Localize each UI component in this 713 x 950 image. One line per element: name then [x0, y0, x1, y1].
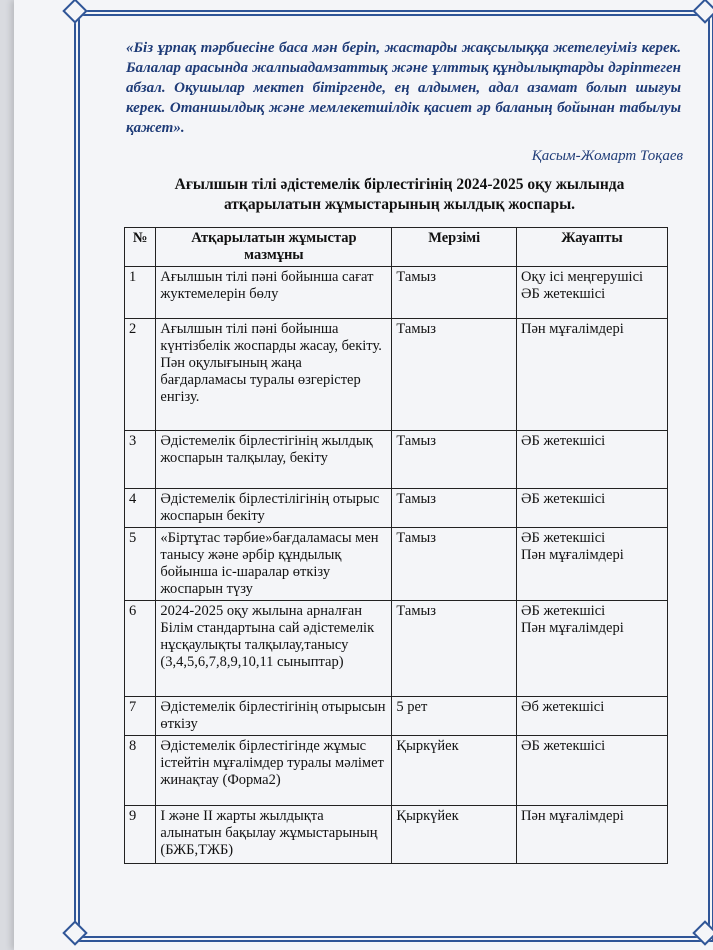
cell-num: 2: [125, 319, 156, 431]
quote-author: Қасым-Жомарт Тоқаев: [531, 148, 683, 164]
cell-task: 2024-2025 оқу жылына арналған Білім стандартына сай әдістемелік нұсқаулықты талқылау,танысу (3,4,5,6,7,8,9,10,11 сыныптар): [156, 601, 392, 697]
table-row: [125, 431, 668, 489]
cell-term: Тамыз: [392, 489, 517, 528]
responsible-person: ӘБ жетекшісі: [521, 491, 606, 507]
title-line-2: атқарылатын жұмыстарының жылдық жоспары.: [223, 196, 576, 213]
work-plan-table: [124, 227, 668, 864]
cell-num: 8: [125, 736, 156, 806]
header-term: Мерзімі: [392, 228, 517, 267]
cell-num: 9: [125, 806, 156, 864]
responsible-person: ӘБ жетекшісі: [521, 530, 606, 546]
title-line-1: Ағылшын тілі әдістемелік бірлестігінің 2024-2025 оқу жылында: [174, 176, 625, 193]
cell-task: Әдістемелік бірлестігінде жұмыс істейтін мұғалімдер туралы мәлімет жинақтау (Форма2): [156, 736, 392, 806]
responsible-person: Әб жетекшісі: [521, 699, 605, 715]
cell-term: Қыркүйек: [392, 736, 517, 806]
table-row: [125, 697, 668, 736]
responsible-person: ӘБ жетекшісі: [521, 738, 606, 754]
cell-task: Әдістемелік бірлестігінің жылдық жоспарын талқылау, бекіту: [156, 431, 392, 489]
cell-term: Қыркүйек: [392, 806, 517, 864]
table-row: [125, 601, 668, 697]
responsible-person: Пән мұғалімдері: [521, 547, 624, 563]
header-task: Атқарылатын жұмыстар мазмұны: [156, 228, 392, 267]
table-row: [125, 736, 668, 806]
table-row: [125, 267, 668, 319]
cell-task: Әдістемелік бірлестілігінің отырыс жоспарын бекіту: [156, 489, 392, 528]
cell-task: І және ІІ жарты жылдықта алынатын бақылау жұмыстарының (БЖБ,ТЖБ): [156, 806, 392, 864]
cell-num: 6: [125, 601, 156, 697]
document-content: [112, 38, 687, 864]
cell-resp: [517, 431, 668, 489]
cell-term: 5 рет: [392, 697, 517, 736]
responsible-person: Пән мұғалімдері: [521, 321, 624, 337]
cell-resp: [517, 601, 668, 697]
cell-term: Тамыз: [392, 319, 517, 431]
cell-term: Тамыз: [392, 601, 517, 697]
cell-task: Ағылшын тілі пәні бойынша сағат жуктемелерін бөлу: [156, 267, 392, 319]
cell-num: 3: [125, 431, 156, 489]
cell-resp: [517, 489, 668, 528]
responsible-person: Оқу ісі меңгерушісі: [521, 269, 644, 285]
cell-term: Тамыз: [392, 267, 517, 319]
responsible-person: Пән мұғалімдері: [521, 620, 624, 636]
cell-num: 1: [125, 267, 156, 319]
header-resp: Жауапты: [517, 228, 668, 267]
document-title: [112, 175, 687, 215]
responsible-person: ӘБ жетекшісі: [521, 603, 606, 619]
header-num: №: [125, 228, 156, 267]
cell-resp: [517, 528, 668, 601]
table-row: [125, 806, 668, 864]
table-header-row: [125, 228, 668, 267]
cell-resp: [517, 736, 668, 806]
responsible-person: ӘБ жетекшісі: [521, 433, 606, 449]
cell-resp: [517, 267, 668, 319]
cell-resp: [517, 806, 668, 864]
cell-task: Ағылшын тілі пәні бойынша күнтізбелік жоспарды жасау, бекіту. Пән оқулығының жаңа бағдарламасы туралы өзгерістер енгізу.: [156, 319, 392, 431]
cell-resp: [517, 697, 668, 736]
cell-term: Тамыз: [392, 431, 517, 489]
cell-num: 4: [125, 489, 156, 528]
cell-num: 7: [125, 697, 156, 736]
cell-resp: [517, 319, 668, 431]
cell-num: 5: [125, 528, 156, 601]
table-row: [125, 528, 668, 601]
president-quote: «Біз ұрпақ тәрбиесіне баса мән беріп, жастарды жақсылыққа жетелеуіміз керек. Балалар арасында жалпыадамзаттық және ұлттық құндылықтарды дәріптеген абзал. Оқушылар мектеп бітіргенде, ең алдымен, адал азамат болып шығуы керек. Отаншылдық және мемлекетшілдік қасиет әр баланың бойынан табылуы қажет».: [126, 40, 681, 136]
table-row: [125, 319, 668, 431]
table-row: [125, 489, 668, 528]
cell-term: Тамыз: [392, 528, 517, 601]
cell-task: Әдістемелік бірлестігінің отырысын өткізу: [156, 697, 392, 736]
responsible-person: Пән мұғалімдері: [521, 808, 624, 824]
cell-task: «Біртұтас тәрбие»бағдаламасы мен танысу және әрбір құндылық бойынша іс-шаралар өткізу жоспарын түзу: [156, 528, 392, 601]
responsible-person: ӘБ жетекшісі: [521, 286, 606, 302]
